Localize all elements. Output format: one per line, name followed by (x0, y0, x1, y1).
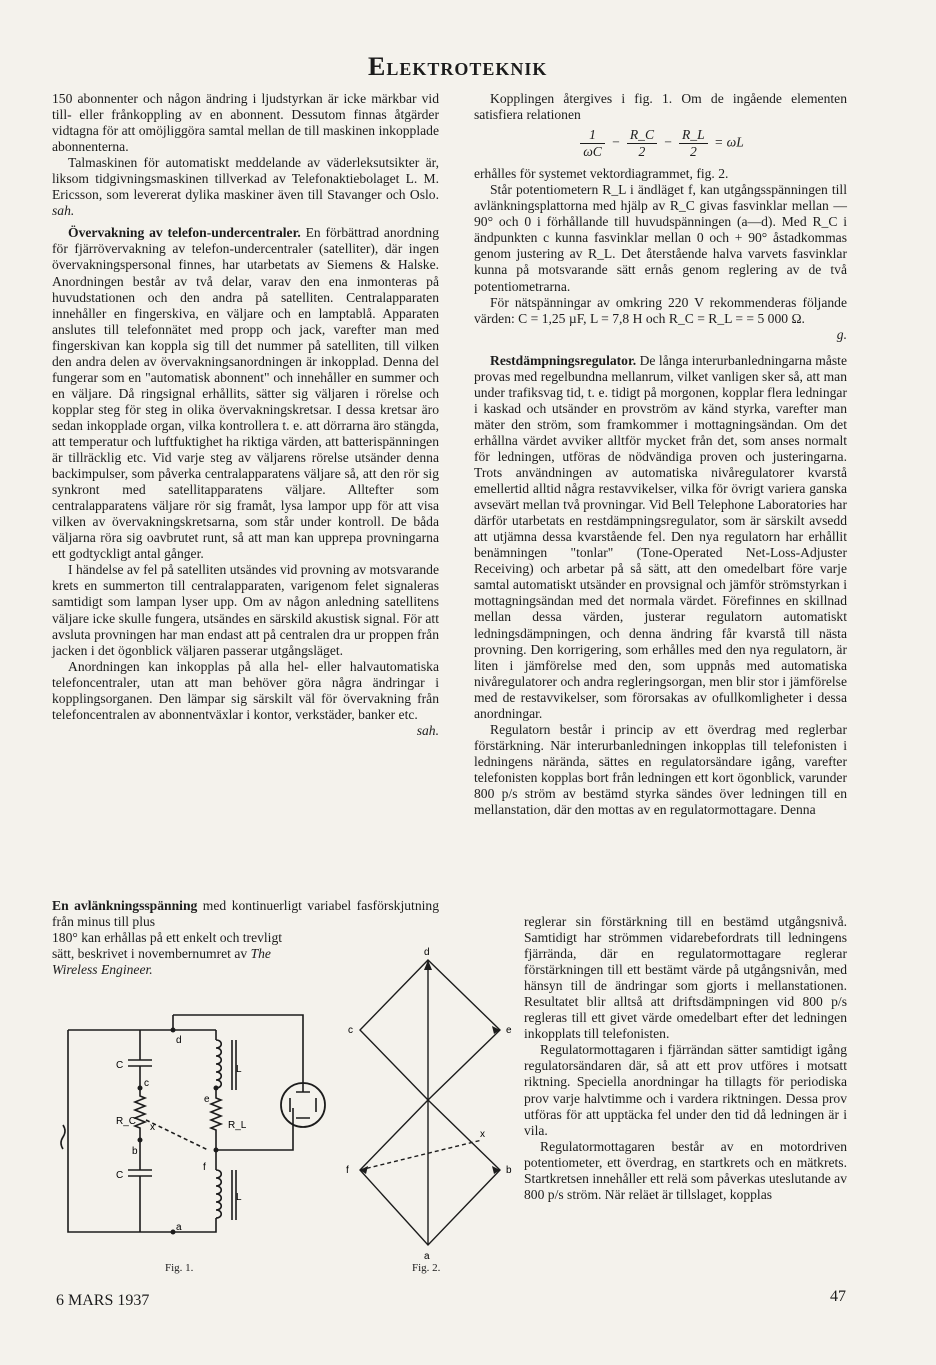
author-sig: sah. (52, 203, 75, 219)
author-sig: g. (836, 326, 847, 342)
label: e (204, 1094, 210, 1105)
right-column-narrow (524, 914, 847, 1203)
paragraph: Talmaskinen för automatiskt meddelande av väderleksutsikter är, liksom tidgivningsmaskinen tillverkad av Telefonaktiebolaget L. M. Ericsson, som levererat dylika maskiner även till Stavanger och Oslo. sah. (52, 155, 439, 219)
right-column (474, 91, 847, 818)
paragraph: En avlänkningsspänning med kontinuerligt variabel fasförskjutning från minus till plus (52, 898, 439, 930)
article-intro (52, 898, 439, 930)
paragraph: För nätspänningar av omkring 220 V rekommenderas följande värden: C = 1,25 µF, L = 7,8 H och R_C = R_L = = 5 000 Ω. (474, 294, 847, 326)
paragraph: Regulatormottagaren i fjärrändan sätter samtidigt igång regulatorsändaren där, så att ett prov utföres i motsatt riktning. Speciella anordningar ha tillagts för periodiska prov varje halvtimme och i vardera riktningen. Dessa prov utföras för att upptäcka fel under den tid då ledningen är i vila. (524, 1042, 847, 1138)
paragraph: reglerar sin förstärkning till en bestämd utgångsnivå. Samtidigt har strömmen vidarebefordrats till ledningens fjärrända, där en regulatormottagare reglerar förstärkningen till ett bestämt värde på utgångsnivån, med hänsyn till de ändringar som gjorts i mellanstationen. Resultatet blir alltså att driftsdämpningen vid 800 p/s regleras till ett givet värde omedelbart efter det ledningen inkopplats till telefonisten. (524, 914, 847, 1042)
label: a (424, 1251, 430, 1262)
label: L (236, 1064, 242, 1075)
journal-name: The Wireless Engineer. (52, 946, 271, 978)
paragraph: Regulatormottagaren består av en motordriven potentiometer, ett överdrag, en startkrets och en mätkrets. Startkretsen innehåller ett relä som påverkas uteslutande av 800 p/s ström. När reläet är tillslaget, kopplas (524, 1138, 847, 1202)
paragraph: I händelse av fel på satelliten utsändes vid provning av motsvarande krets en summerton till centralapparaten, varigenom felet signaleras samtidigt som lampan lyser upp. Om av någon anledning satellitens väljare icke skulle fungera, utsändes en särskild akustisk signal. För att avsluta provningen har man endast att på centralen dra ur proppen från jacken i det ögonblick väljaren passerar utgångsläget. (52, 562, 439, 658)
paragraph: Står potentiometern R_L i ändläget f, kan utgångsspänningen till avlänkningsplattorna med hjälp av R_C givas fasvinklar mellan —90° och 0 i förhållande till huvudspänningen (a—d). Med R_C i ändpunkten c kunna fasvinklar mellan 0 och + 90° åstadkommas genom justering av R_L. Det återstående halva varvets fasvinklar kunna på motsvarande sätt ernås genom reglering av de två potentiometrarna. (474, 182, 847, 294)
page-number: 47 (830, 1288, 846, 1305)
label: d (176, 1035, 182, 1046)
figure-2-caption: Fig. 2. (412, 1262, 441, 1274)
label: c (144, 1078, 149, 1089)
figure-1-caption: Fig. 1. (165, 1262, 194, 1274)
label: R_C (116, 1116, 137, 1127)
label: f (346, 1165, 349, 1176)
label: a (176, 1222, 182, 1233)
label: f (203, 1162, 206, 1173)
footer-date: 6 MARS 1937 (56, 1292, 150, 1309)
label: x (150, 1122, 155, 1133)
paragraph: Anordningen kan inkopplas på alla hel- eller halvautomatiska telefoncentraler, utan att man behöver göra några ändringar i kopplingsorganen. Den lämpar sig särskilt väl för övervakning från telefoncentralen av abonnentväxlar i kontor, verkstäder, banker etc. (52, 658, 439, 722)
subheading: Övervakning av telefon-undercentraler. (68, 225, 301, 241)
paragraph: 180° kan erhållas på ett enkelt och trevligt sätt, beskrivet i novembernumret av The Wireless Engineer. (52, 930, 283, 978)
paragraph: Övervakning av telefon-undercentraler. En förbättrad anordning för fjärrövervakning av telefon-undercentraler (satelliter), där ingen övervakningspersonal finnes, har utarbetats av Siemens & Halske. Anordningen består av två delar, varav den ena inmonteras på huvudstationen och den andra på satelliten. Centralapparaten innehåller en fingerskiva, en väljare och en lamptablå. Apparaten anslutes till telefonnätet med propp och jack, varefter man med fingerskivan kan koppla sig till det nummer på satelliten, till vilken den andra delen av övervakningsanordningen är inkopplad. Denna del fungerar som en "automatisk abonnent" och innehåller en summer och en väljare. Då ringsignal erhållits, sätter sig väljaren i rörelse och kopplar steg för steg in olika övervakningskretsar. I dessa kretsar äro sedan inkopplade organ, vilka kontrollera t. e. att dörrarna äro stängda, att temperatur och luftfuktighet ha riktiga värden, att batterispänningen är tillräcklig etc. Vid varje steg av väljarens rörelse utsänder denna backimpulser, som påverka centralapparatens väljare så, att den rör sig synkront med satellitapparatens väljare. Alltefter som centralapparatens väljare rör sig framåt, lysa lampor upp för att visa vilken av övervakningskretsarna, som står under kontroll. De båda väljarna röra sig oavbrutet runt, så att man kan upprepa provningarna ett godtyckligt antal gånger. (52, 225, 439, 562)
label: c (348, 1025, 353, 1036)
subheading: En avlänkningsspänning (52, 898, 198, 913)
label: C (116, 1170, 124, 1181)
paragraph: Kopplingen återgives i fig. 1. Om de ingående elementen satisfiera relationen (474, 91, 847, 123)
label: b (506, 1165, 512, 1176)
label: x (480, 1129, 485, 1140)
label: d (424, 947, 430, 958)
paragraph: erhålles för systemet vektordiagrammet, fig. 2. (474, 166, 729, 182)
label: C (116, 1060, 124, 1071)
paragraph: 150 abonnenter och någon ändring i ljudstyrkan är icke märkbar vid till- eller frånkoppling av en abonnent. Dessutom finnas åtgärder vidtagna för att omöjliggöra samtal mellan de till maskinen inkopplade abonnenterna. (52, 91, 439, 155)
label: R_L (228, 1120, 247, 1131)
left-column (52, 91, 439, 739)
label: e (506, 1025, 512, 1036)
paragraph: Restdämpningsregulator. De långa interurbanledningarna måste provas med regelbundna mellanrum, vilket vanligen sker så, att man under trafiksvag tid, t. e. tidigt på morgonen, kopplar flera ledningar i kaskad och utsänder en provström av känd styrka, varefter man mäter den ström, som framkommer i mottagningsändan. Om det erhållna värdet avviker alltför mycket från det, som anses normalt för ledningen, utföras de nödvändiga proven och justeringarna. Trots användningen av automatiska nivåregulatorer kvarstå emellertid alltid några restavvikelser, vilka för övrigt variera ganska avsevärt mellan två provningar. Vid Bell Telephone Laboratories har därför utarbetats en restdämpningsregulator, som är särskilt avsedd att utjämna dessa kvarstående fel. Den nya regulatorn har erhållit benämningen "tonlar" (Tone-Operated Net-Loss-Adjuster Receiving) och arbetar på så sätt, att den omedelbart före varje samtal automatiskt utsänder en provsignal och jämför strömstyrkan i mottagningsändan med det normala värdet. Förefinnes en skillnad mellan dessa värden, justerar regulatorn automatiskt ledningsdämpningen, och denna ändring får kvarstå till nästa provning. Den korrigering, som erhålles med den nya regulatorn, är liten i jämförelse med den, som uppnås med automatiska nivåregulatorer och andra regleringsorgan, men blir stor i jämförelse med de restavvikelser, som förorsakas av ofullkomligheter i dessa anordningar. (474, 352, 847, 721)
paragraph: Regulatorn består i princip av ett överdrag med reglerbar förstärkning. När interurbanledningen inkopplas till telefonisten i ledningens närända, sättes en regulatorsändare igång, varefter telefonisten kopplas bort från ledningen ett kort ögonblick, varunder 800 p/s ström av bestämd styrka sändes över ledningen till en mellanstation, där den mottas av en regulatormottagare. Denna (474, 721, 847, 818)
figure-2-vector-diagram (340, 945, 520, 1265)
section-title: Elektroteknik (368, 52, 548, 81)
author-sig: sah. (416, 722, 439, 738)
label: b (132, 1146, 138, 1157)
subheading: Restdämpningsregulator. (490, 352, 637, 368)
figure-1-circuit (58, 1000, 338, 1250)
label: L (236, 1192, 242, 1203)
article-intro-cont (52, 930, 297, 978)
formula: $\frac{1}{\omega C}$ − $\frac{R\_C}{2}$ − $\frac{R\_L}{2}$ = ωL (474, 127, 847, 160)
